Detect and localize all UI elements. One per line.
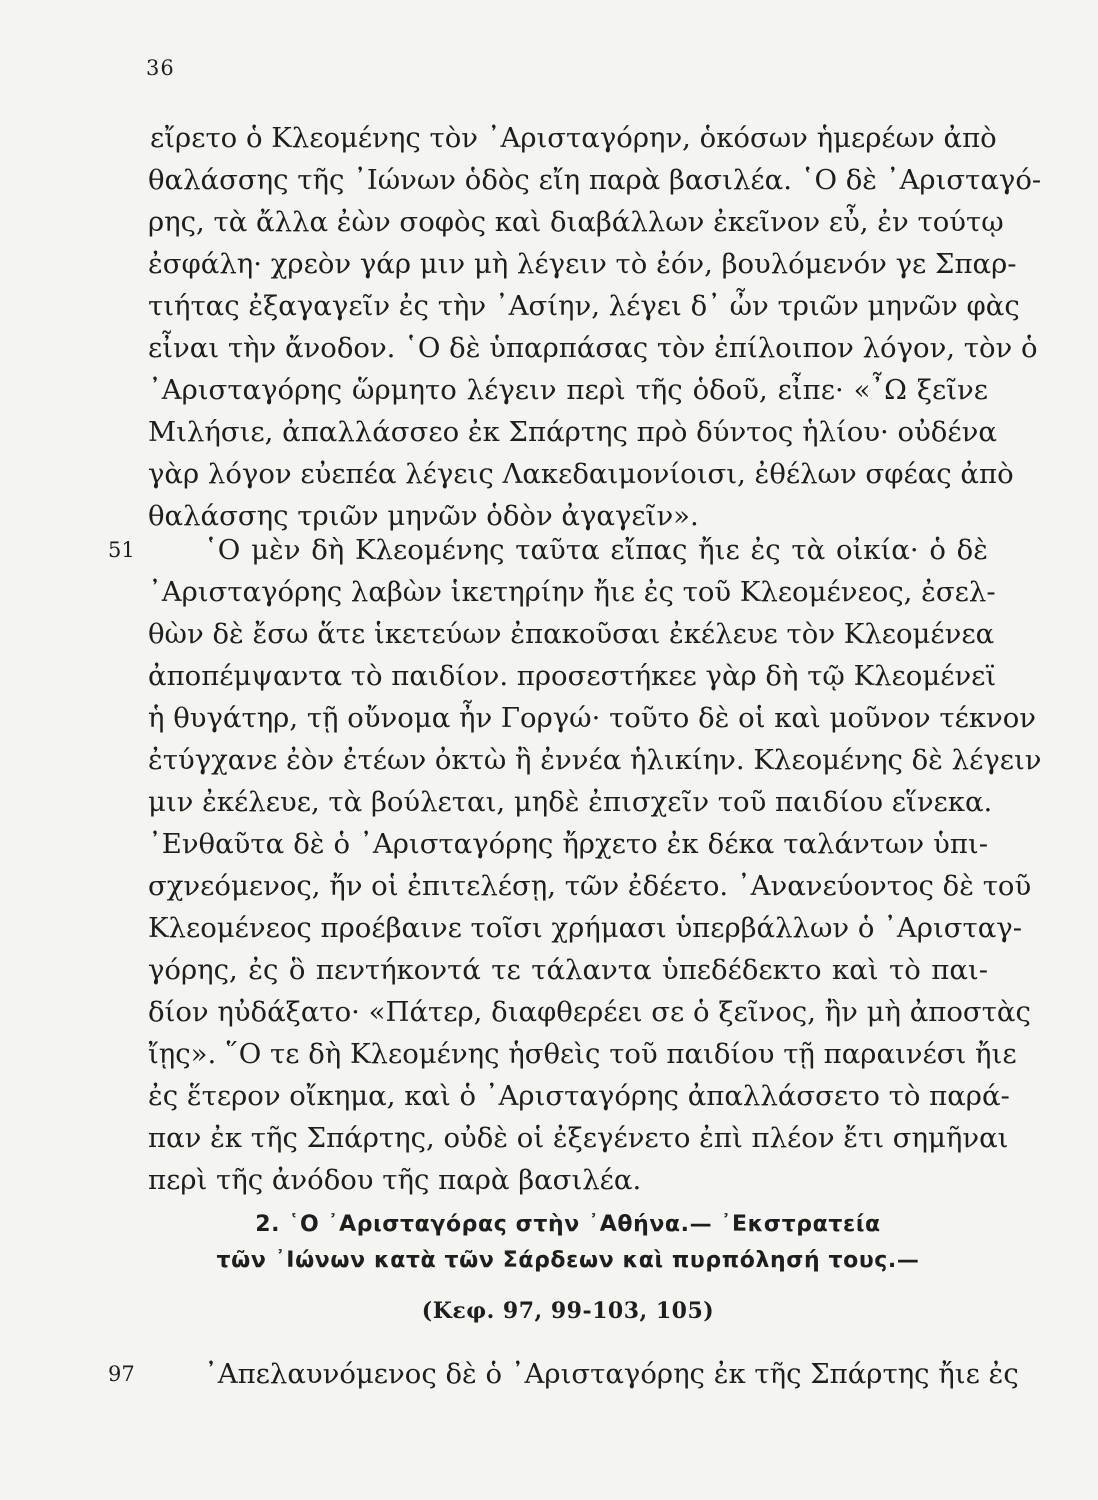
text-line: ἐτύγχανε ἐὸν ἐτέων ὀκτὼ ἢ ἐννέα ἡλικίην. Κλεομένης δὲ λέγειν [148,744,1042,776]
text-line: ᾿Ενθαῦτα δὲ ὁ ᾿Αρισταγόρης ἤρχετο ἐκ δέκα ταλάντων ὑπι- [148,828,988,860]
text-line: ᾿Αρισταγόρης ὥρμητο λέγειν περὶ τῆς ὁδοῦ, εἶπε· «῏Ω ξεῖνε [148,374,988,406]
text-line: σχνεόμενος, ἤν οἱ ἐπιτελέσῃ, τῶν ἐδέετο. ᾿Ανανεύοντος δὲ τοῦ [148,870,1032,902]
section-heading: τῶν ᾿Ιώνων κατὰ τῶν Σάρδεων καὶ πυρπόλησή τους.— [216,1248,920,1273]
text-line: εἴρετο ὁ Κλεομένης τὸν ᾿Αρισταγόρην, ὁκόσων ἡμερέων ἀπὸ [150,122,997,154]
text-line: ἴῃς». ῞Ο τε δὴ Κλεομένης ἡσθεὶς τοῦ παιδίου τῇ παραινέσι ἤιε [148,1038,1017,1070]
text-line: θαλάσσης τριῶν μηνῶν ὁδὸν ἀγαγεῖν». [148,500,699,532]
text-line: ᾿Αρισταγόρης λαβὼν ἱκετηρίην ἤιε ἐς τοῦ Κλεομένεος, ἐσελ- [148,576,996,608]
text-line: θαλάσσης τῆς ᾿Ιώνων ὁδὸς εἴη παρὰ βασιλέα. ῾Ο δὲ ᾿Αρισταγό- [148,164,1042,196]
text-line: ἀποπέμψαντα τὸ παιδίον. προσεστήκεε γὰρ δὴ τῷ Κλεομένεϊ [148,660,997,692]
text-line: τιήτας ἐξαγαγεῖν ἐς τὴν ᾿Ασίην, λέγει δ᾿ ὦν τριῶν μηνῶν φὰς [148,290,1020,322]
text-line: θὼν δὲ ἔσω ἅτε ἱκετεύων ἐπακοῦσαι ἐκέλευε τὸν Κλεομένεα [148,618,995,650]
text-line: δίον ηὐδάξατο· «Πάτερ, διαφθερέει σε ὁ ξεῖνος, ἢν μὴ ἀποστὰς [148,996,1031,1028]
text-line: ρης, τὰ ἄλλα ἐὼν σοφὸς καὶ διαβάλλων ἐκεῖνον εὖ, ἐν τούτῳ [148,206,1004,238]
chapter-reference: (Κεφ. 97, 99-103, 105) [421,1298,715,1324]
text-line: μιν ἐκέλευε, τὰ βούλεται, μηδὲ ἐπισχεῖν τοῦ παιδίου εἵνεκα. [148,786,993,818]
section-number: 51 [108,538,135,562]
section-heading: 2. ῾Ο ᾿Αρισταγόρας στὴν ᾿Αθήνα.— ᾿Εκστρατεία [255,1212,881,1237]
text-line: γόρης, ἐς ὃ πεντήκοντά τε τάλαντα ὑπεδέδεκτο καὶ τὸ παι- [148,954,988,986]
text-line: περὶ τῆς ἀνόδου τῆς παρὰ βασιλέα. [148,1164,642,1196]
text-line: εἶναι τὴν ἄνοδον. ῾Ο δὲ ὑπαρπάσας τὸν ἐπίλοιπον λόγον, τὸν ὁ [148,332,1038,364]
text-line: Μιλήσιε, ἀπαλλάσσεο ἐκ Σπάρτης πρὸ δύντος ἡλίου· οὐδένα [148,416,997,448]
text-line: ῾Ο μὲν δὴ Κλεομένης ταῦτα εἴπας ἤιε ἐς τὰ οἰκία· ὁ δὲ [204,534,988,566]
text-line: Κλεομένεος προέβαινε τοῖσι χρήμασι ὑπερβάλλων ὁ ᾿Αρισταγ- [148,912,1023,944]
text-line: παν ἐκ τῆς Σπάρτης, οὐδὲ οἱ ἐξεγένετο ἐπὶ πλέον ἔτι σημῆναι [148,1122,1009,1154]
text-line: γὰρ λόγον εὐεπέα λέγεις Λακεδαιμονίοισι, ἐθέλων σφέας ἀπὸ [148,458,1014,490]
text-line: ἐς ἕτερον οἴκημα, καὶ ὁ ᾿Αρισταγόρης ἀπαλλάσσετο τὸ παρά- [148,1080,1010,1112]
page-number: 36 [146,56,175,80]
text-line: ἐσφάλη· χρεὸν γάρ μιν μὴ λέγειν τὸ ἐόν, βουλόμενόν γε Σπαρ- [148,248,1017,280]
text-line: ᾿Απελαυνόμενος δὲ ὁ ᾿Αρισταγόρης ἐκ τῆς Σπάρτης ἤιε ἐς [204,1358,1019,1390]
text-line: ἡ θυγάτηρ, τῇ οὔνομα ἦν Γοργώ· τοῦτο δὲ οἱ καὶ μοῦνον τέκνον [148,702,1037,734]
section-number: 97 [108,1362,135,1386]
